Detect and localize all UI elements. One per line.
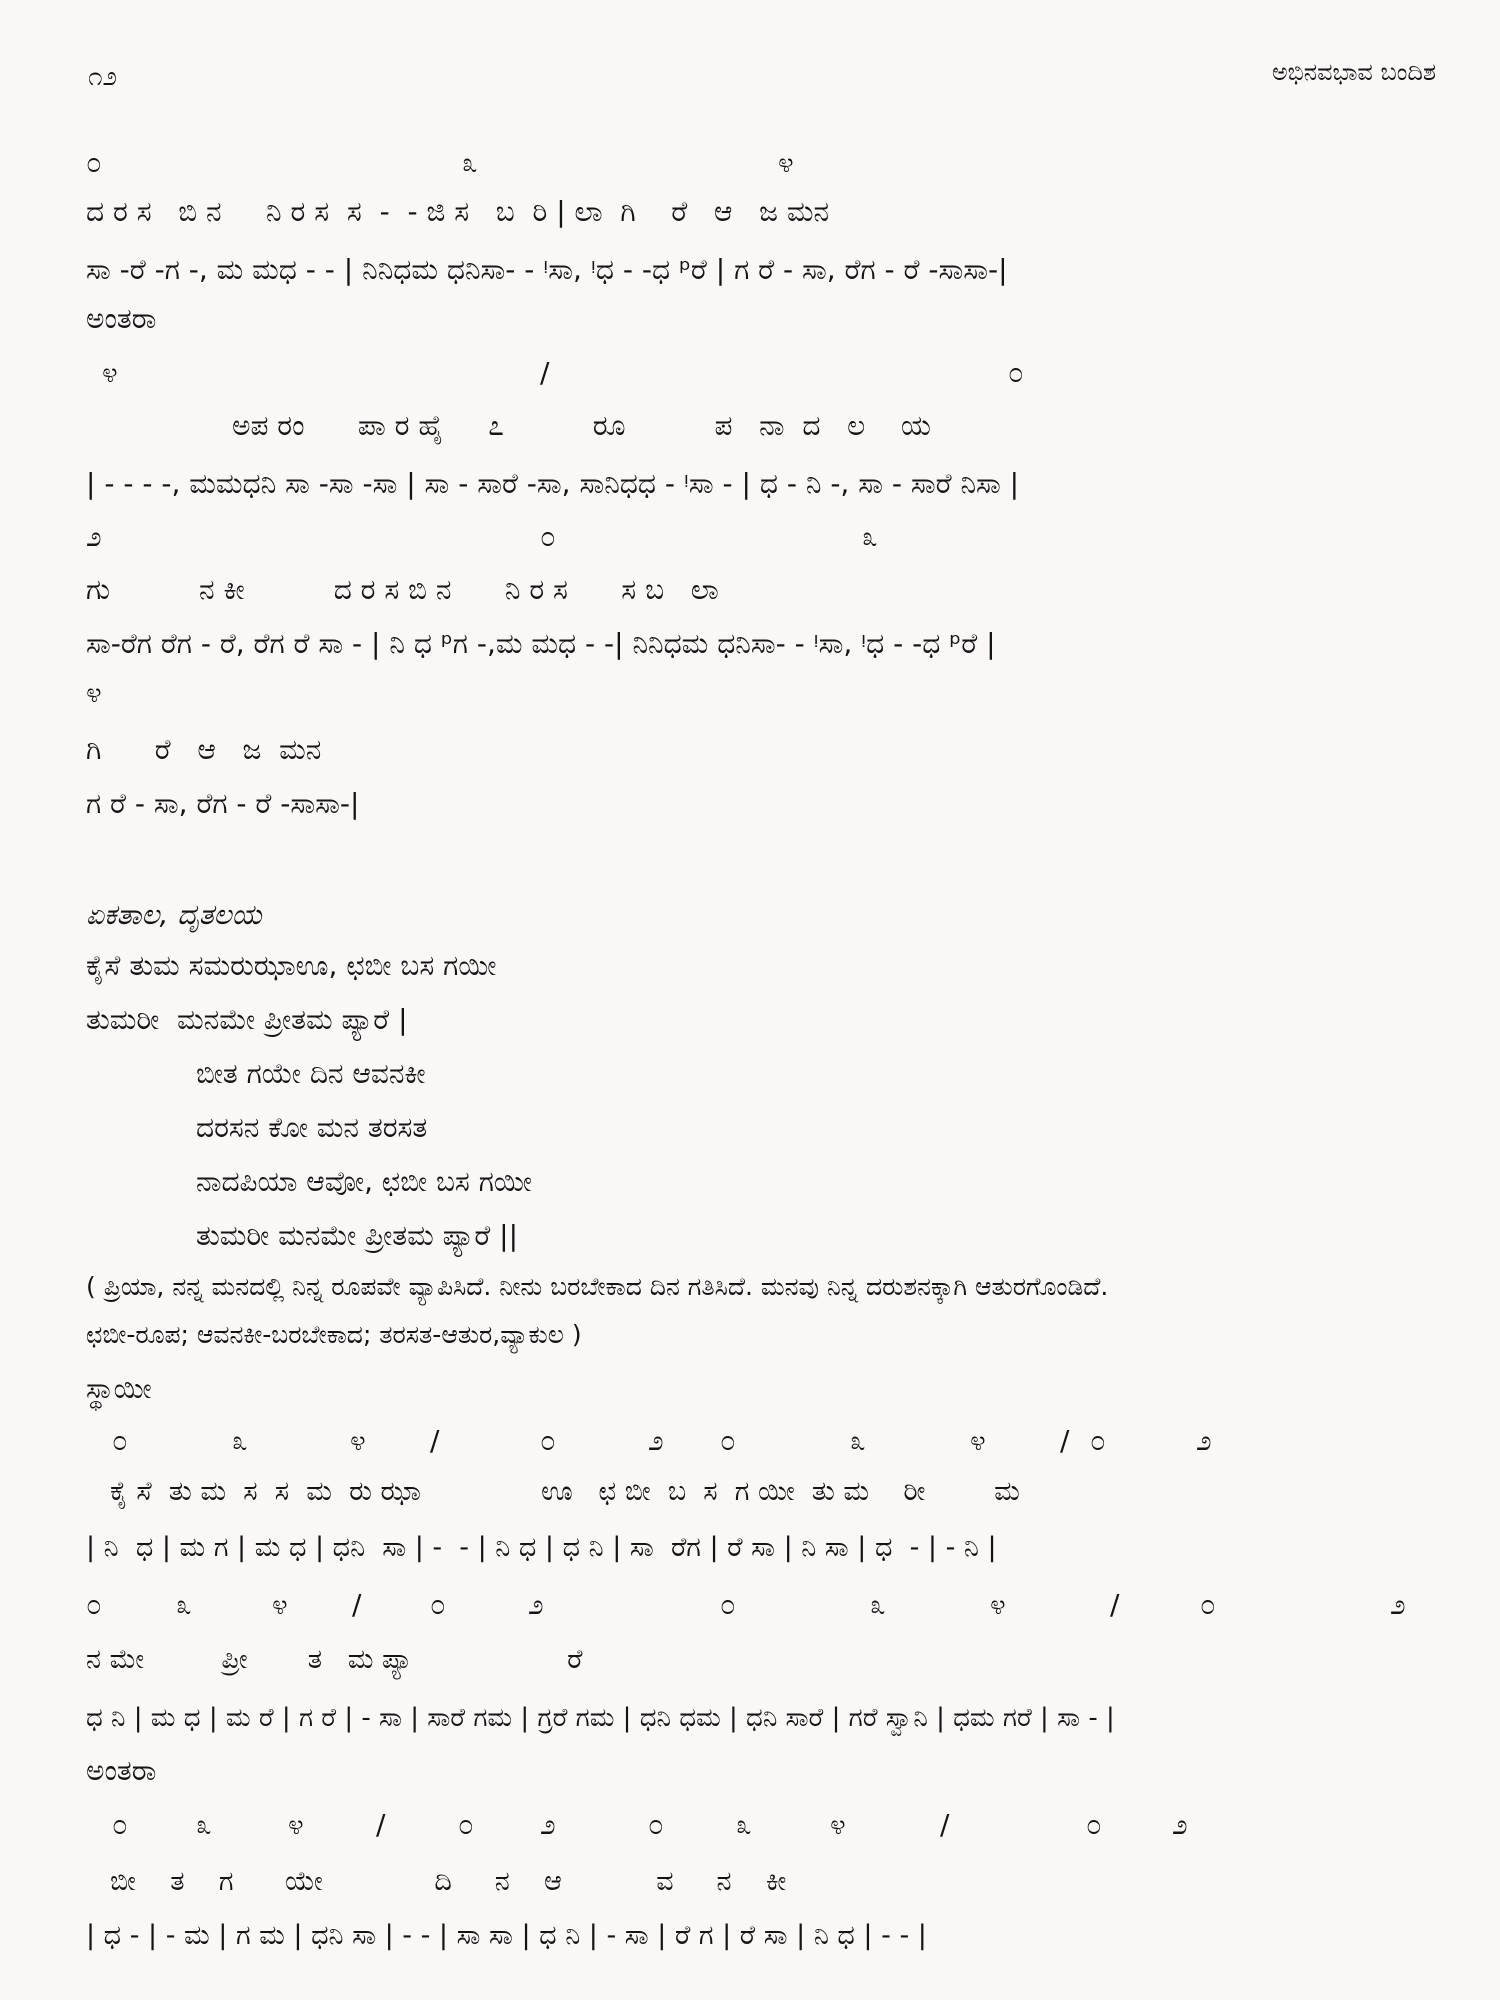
taal-mark: / xyxy=(1110,1588,1120,1621)
taal-mark: ೦ xyxy=(540,520,556,553)
taal-mark: ೦ xyxy=(430,1588,446,1621)
taal-mark: ೩ xyxy=(870,1588,886,1621)
poem-line: ದರಸನ ಕೋ ಮನ ತರಸತ xyxy=(196,1111,428,1144)
taal-mark: ೨ xyxy=(86,520,102,553)
taal-mark: ೪ xyxy=(102,356,118,389)
taal-mark: / xyxy=(1060,1424,1070,1457)
taal-mark: / xyxy=(540,356,550,389)
lyrics-line: ಗಿ ರೆ ಆ ಜ ಮನ xyxy=(86,733,322,766)
taal-mark: ೩ xyxy=(736,1808,752,1841)
taal-mark: ೦ xyxy=(112,1808,128,1841)
notation-line: ಸಾ -ರೆ -ಗ -, ಮ ಮಧ - - | ನಿನಿಧಮ ಧನಿಸಾ- - ᵎಸಾ, ᵎಧ - -ಧ ᵖರೆ | ಗ ರೆ - ಸಾ, ರೆಗ - ರೆ -ಸಾಸಾ-| xyxy=(86,253,1008,286)
taal-mark: / xyxy=(376,1808,386,1841)
taal-mark: ೪ xyxy=(288,1808,304,1841)
poem-line: ನಾದಪಿಯಾ ಆವೋ, ಛಬೀ ಬಸ ಗಯೀ xyxy=(196,1165,532,1198)
taal-mark: ೪ xyxy=(830,1808,846,1841)
taal-mark: ೪ xyxy=(272,1588,288,1621)
poem-line: ತುಮರೀ ಮನಮೇ ಪ್ರೀತಮ ಪ್ಯಾರೆ || xyxy=(196,1219,519,1252)
section-label-antara: ಅಂತರಾ xyxy=(86,302,157,335)
lyrics-line: ಅಪ ರಂ ಪಾ ರ ಹೈ ೭ ರೂ ಪ ನಾ ದ ಲ ಯ xyxy=(232,409,931,442)
translation-line: ( ಪ್ರಿಯಾ, ನನ್ನ ಮನದಲ್ಲಿ ನಿನ್ನ ರೂಪವೇ ವ್ಯಾಪಿಸಿದೆ. ನೀನು ಬರಬೇಕಾದ ದಿನ ಗತಿಸಿದೆ. ಮನವು ನಿನ್ನ ದರುಶನಕ್ಕಾಗಿ ಆತುರಗೊಂಡಿದೆ. xyxy=(86,1272,1109,1301)
lyrics-line: ದ ರ ಸ ಬಿ ನ ನಿ ರ ಸ ಸ - - ಜಿ ಸ ಬ ರಿ | ಲಾ ಗಿ ರೆ ಆ ಜ ಮನ xyxy=(86,195,830,228)
taal-mark: ೩ xyxy=(176,1588,192,1621)
taal-mark: ೦ xyxy=(458,1808,474,1841)
notation-line: ಗ ರೆ - ಸಾ, ರೆಗ - ರೆ -ಸಾಸಾ-| xyxy=(86,787,360,820)
notation-line: ಸಾ-ರೆಗ ರೆಗ - ರೆ, ರೆಗ ರೆ ಸಾ - | ನಿ ಧ ᵖಗ -,ಮ ಮಧ - -| ನಿನಿಧಮ ಧನಿಸಾ- - ᵎಸಾ, ᵎಧ - -ಧ ᵖರೆ | xyxy=(86,627,996,660)
taal-mark: ೦ xyxy=(720,1588,736,1621)
taal-mark: ೩ xyxy=(232,1424,248,1457)
taal-mark: ೪ xyxy=(778,146,794,179)
taal-mark: ೦ xyxy=(1086,1808,1102,1841)
taal-mark: ೪ xyxy=(86,676,102,709)
notation-line: | - - - -, ಮಮಧನಿ ಸಾ -ಸಾ -ಸಾ | ಸಾ - ಸಾರೆ -ಸಾ, ಸಾನಿಧಧ - ᵎಸಾ - | ಧ - ನಿ -, ಸಾ - ಸಾರೆ ನಿಸಾ | xyxy=(86,467,1020,500)
taal-mark: ೦ xyxy=(648,1808,664,1841)
taal-mark: ೨ xyxy=(1390,1588,1406,1621)
taal-mark: ೦ xyxy=(1008,356,1024,389)
page-number: ೧೨ xyxy=(88,62,118,92)
running-title: ಅಭಿನವಭಾವ ಬಂದಿಶ xyxy=(1271,58,1436,86)
lyrics-line: ಬೀ ತ ಗ ಯೇ ದಿ ನ ಆ ವ ನ ಕೀ xyxy=(110,1866,787,1897)
lyrics-line: ಗು ನ ಕೀ ದ ರ ಸ ಬಿ ನ ನಿ ರ ಸ ಸ ಬ ಲಾ xyxy=(86,573,719,606)
taal-mark: ೩ xyxy=(850,1424,866,1457)
lyrics-line: ಕೈ ಸೆ ತು ಮ ಸ ಸ ಮ ರು ಝಾ ಊ ಛ ಬೀ ಬ ಸ ಗ ಯೀ ತು ಮ ರೀ ಮ xyxy=(110,1476,1020,1507)
notation-line: | ನಿ ಧ | ಮ ಗ | ಮ ಧ | ಧನಿ ಸಾ | - - | ನಿ ಧ | ಧ ನಿ | ಸಾ ರೆಗ | ರೆ ಸಾ | ನಿ ಸಾ | ಧ - | - ನಿ | xyxy=(86,1532,997,1563)
taal-mark: ೪ xyxy=(990,1588,1006,1621)
notation-line: ಧ ನಿ | ಮ ಧ | ಮ ರೆ | ಗ ರೆ | - ಸಾ | ಸಾರೆ ಗಮ | ಗ್ರರೆ ಗಮ | ಧನಿ ಧಮ | ಧನಿ ಸಾರೆ | ಗರೆ ಸ್ವಾನಿ | ಧಮ ಗರೆ | ಸಾ - | xyxy=(86,1703,1115,1733)
taal-mark: ೩ xyxy=(462,146,478,179)
poem-line: ಬೀತ ಗಯೇ ದಿನ ಆವನಕೀ xyxy=(196,1057,426,1090)
taal-mark: / xyxy=(352,1588,362,1621)
notation-line: | ಧ - | - ಮ | ಗ ಮ | ಧನಿ ಸಾ | - - | ಸಾ ಸಾ | ಧ ನಿ | - ಸಾ | ರೆ ಗ | ರೆ ಸಾ | ನಿ ಧ | - - | xyxy=(86,1920,927,1951)
taal-mark: ೦ xyxy=(720,1424,736,1457)
section-label-antara: ಅಂತರಾ xyxy=(86,1754,157,1787)
poem-line: ಕೈಸೆ ತುಮ ಸಮರುಝಾಊ, ಛಬೀ ಬಸ ಗಯೀ xyxy=(86,949,497,982)
glossary-line: ಛಬೀ-ರೂಪ; ಆವನಕೀ-ಬರಬೇಕಾದ; ತರಸತ-ಆತುರ,ವ್ಯಾಕುಲ ) xyxy=(86,1320,582,1349)
taal-mark: ೨ xyxy=(1172,1808,1188,1841)
taal-mark: / xyxy=(430,1424,440,1457)
taal-mark: ೦ xyxy=(112,1424,128,1457)
taal-mark: ೨ xyxy=(1196,1424,1212,1457)
taal-mark: ೩ xyxy=(862,520,878,553)
taal-mark: ೦ xyxy=(1090,1424,1106,1457)
taal-mark: ೨ xyxy=(540,1808,556,1841)
taal-mark: ೨ xyxy=(528,1588,544,1621)
taal-mark: ೩ xyxy=(196,1808,212,1841)
section-label-sthayi: ಸ್ಥಾಯೀ xyxy=(86,1372,152,1405)
taal-mark: ೨ xyxy=(648,1424,664,1457)
taal-mark: ೦ xyxy=(540,1424,556,1457)
taal-mark: ೦ xyxy=(86,146,102,179)
taal-tempo-heading: ಏಕತಾಲ, ದೃತಲಯ xyxy=(86,898,262,931)
taal-mark: / xyxy=(940,1808,950,1841)
lyrics-line: ನ ಮೇ ಪ್ರೀ ತ ಮ ಪ್ಯಾ ರೆ xyxy=(86,1644,583,1675)
poem-line: ತುಮರೀ ಮನಮೇ ಪ್ರೀತಮ ಪ್ಯಾರೆ | xyxy=(86,1003,408,1036)
taal-mark: ೪ xyxy=(350,1424,366,1457)
taal-mark: ೦ xyxy=(1200,1588,1216,1621)
taal-mark: ೦ xyxy=(86,1588,102,1621)
taal-mark: ೪ xyxy=(970,1424,986,1457)
